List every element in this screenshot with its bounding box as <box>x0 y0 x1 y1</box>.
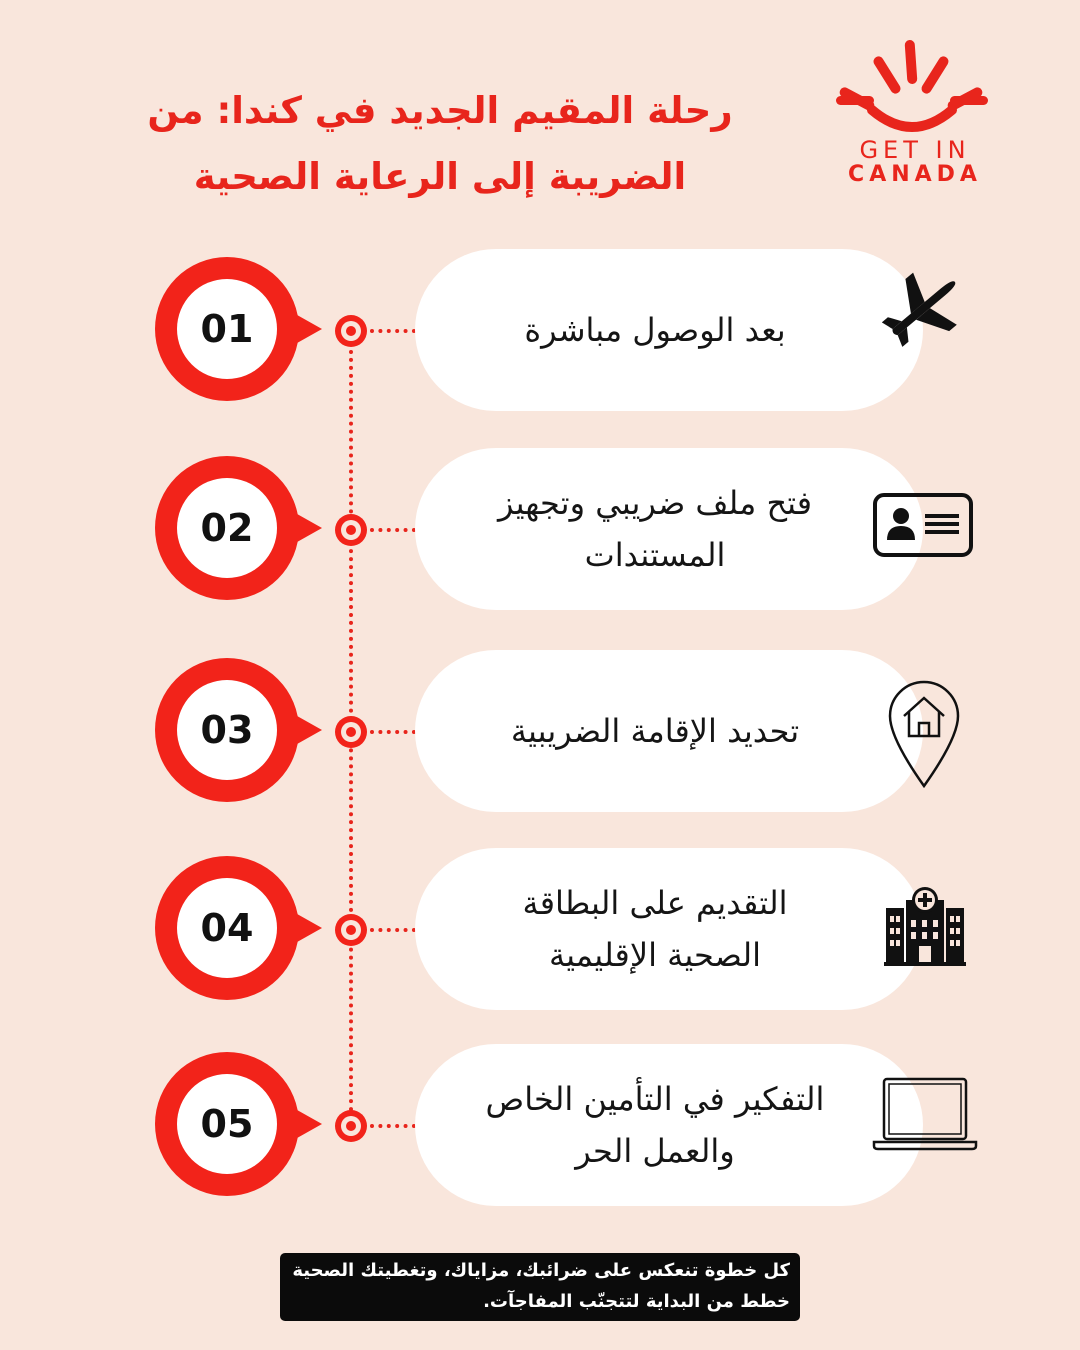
badge-pointer <box>290 311 322 347</box>
timeline-node <box>335 716 367 748</box>
logo-text-line2: CANADA <box>848 162 982 187</box>
step-label: بعد الوصول مباشرة <box>524 311 786 349</box>
step-number: 04 <box>177 878 277 978</box>
step-card <box>415 1044 923 1206</box>
laptop-icon <box>872 1076 978 1152</box>
id-card-icon <box>872 492 974 558</box>
step-label: التفكير في التأمين الخاص والعمل الحر <box>485 1080 825 1170</box>
badge-pointer <box>290 910 322 946</box>
step-number: 05 <box>177 1074 277 1174</box>
timeline-node <box>335 1110 367 1142</box>
timeline-node <box>335 315 367 347</box>
step-number: 03 <box>177 680 277 780</box>
step-number: 02 <box>177 478 277 578</box>
sun-rays-logo-icon <box>830 36 1000 136</box>
step-card <box>415 448 923 610</box>
step-item-3 <box>0 648 1080 812</box>
badge-pointer <box>290 712 322 748</box>
timeline-connector <box>370 329 416 333</box>
step-card <box>415 249 923 411</box>
airplane-icon <box>882 267 968 347</box>
hospital-icon <box>884 884 966 968</box>
step-card <box>415 650 923 812</box>
page-title: رحلة المقيم الجديد في كندا: من الضريبة إلى الرعاية الصحية <box>147 89 733 198</box>
home-location-pin-icon <box>886 678 962 790</box>
step-item-2 <box>0 446 1080 610</box>
timeline-connector <box>370 928 416 932</box>
step-number-badge <box>155 856 299 1000</box>
step-number-badge <box>155 1052 299 1196</box>
brand-logo <box>830 36 1000 186</box>
badge-pointer <box>290 510 322 546</box>
timeline-node <box>335 514 367 546</box>
step-number-badge <box>155 257 299 401</box>
step-card <box>415 848 923 1010</box>
logo-text-line1: GET IN <box>859 136 971 164</box>
step-number-badge <box>155 456 299 600</box>
step-number-badge <box>155 658 299 802</box>
timeline-connector <box>370 528 416 532</box>
timeline-connector <box>370 1124 416 1128</box>
timeline-node <box>335 914 367 946</box>
step-item-5 <box>0 1042 1080 1206</box>
step-item-4 <box>0 846 1080 1010</box>
step-number: 01 <box>177 279 277 379</box>
step-label: فتح ملف ضريبي وتجهيز المستندات <box>497 484 813 574</box>
step-label: تحديد الإقامة الضريبية <box>510 712 800 750</box>
footer-note: كل خطوة تنعكس على ضرائبك، مزاياك، وتغطيتك الصحية خطط من البداية لتتجنّب المفاجآت. <box>280 1253 800 1321</box>
timeline-connector <box>370 730 416 734</box>
step-label: التقديم على البطاقة الصحية الإقليمية <box>522 884 788 974</box>
step-item-1 <box>0 247 1080 411</box>
badge-pointer <box>290 1106 322 1142</box>
